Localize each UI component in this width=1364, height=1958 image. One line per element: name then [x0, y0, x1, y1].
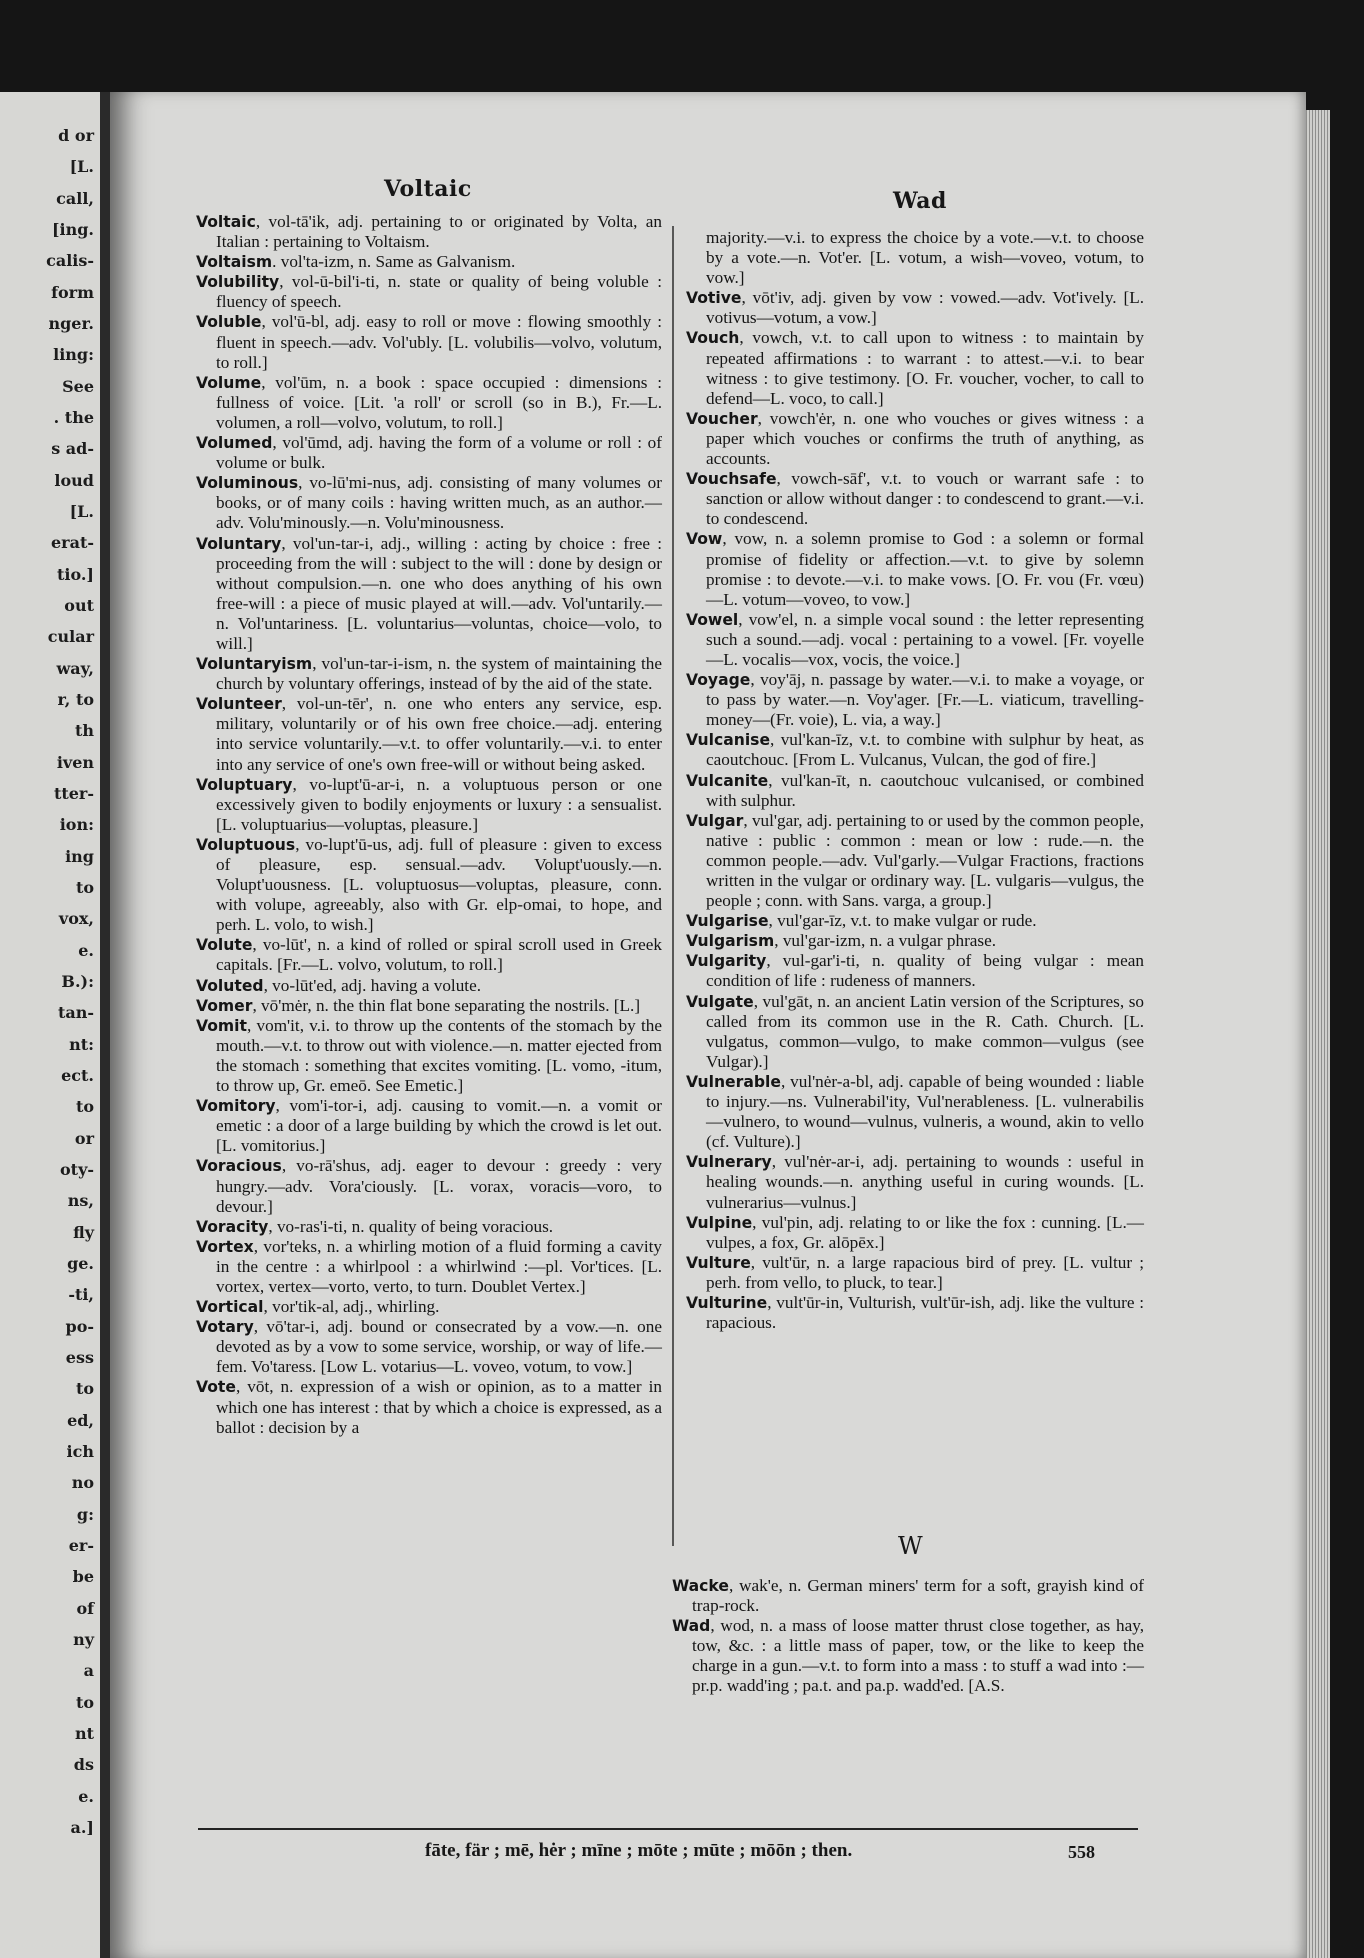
left-column [196, 212, 662, 1438]
entry-headword: Voracity [196, 1217, 269, 1236]
facing-page-fragment: . the [53, 408, 94, 427]
entry-definition: , vul-gar'i-ti, n. quality of being vulgar : mean condition of life : rudeness of manners. [706, 951, 1144, 991]
entry-definition: , vo-lūt', n. a kind of rolled or spiral scroll used in Greek capitals. [Fr.—L. volvo, volutum, to roll.] [216, 935, 662, 975]
entry-headword: Vomit [196, 1016, 247, 1035]
facing-page-fragment: [L. [69, 502, 94, 521]
facing-page-fragment: no [71, 1473, 94, 1493]
entry-definition: , vowch'ėr, n. one who vouches or gives witness : a paper which vouches or confirms the truth of anything, as accounts. [706, 408, 1144, 469]
entry-definition: , vo-rā'shus, adj. eager to devour : greedy : very hungry.—adv. Vora'ciously. [L. vorax, voracis—voro, to devour.] [216, 1156, 662, 1216]
entry-definition: , vo-lupt'ū-ar-i, n. a voluptuous person or one excessively given to bodily enjoyments or luxury : a sensualist. [L. voluptuarius—voluptas, pleasure.] [216, 774, 662, 834]
entry-headword: Volumed [196, 434, 273, 453]
dictionary-entry [686, 409, 1144, 469]
entry-headword: Wacke [672, 1577, 729, 1595]
facing-page-fragment: ess [65, 1348, 94, 1367]
entry-headword: Vouchsafe [686, 470, 777, 489]
entry-definition: , vul'gar-īz, v.t. to make vulgar or rude. [768, 911, 1037, 931]
pronunciation-key: fāte, fär ; mē, hėr ; mīne ; mōte ; mūte ; mōōn ; then. [425, 1840, 853, 1861]
page-stack-edge [1306, 110, 1330, 1958]
facing-page-fragment: erat- [50, 533, 94, 553]
entry-definition: , vo-ras'i-ti, n. quality of being voracious. [268, 1216, 554, 1236]
entry-headword: Vulnerable [686, 1072, 781, 1091]
entry-definition: , wak'e, n. German miners' term for a soft, grayish kind of trap-rock. [692, 1576, 1144, 1616]
facing-page-fragment: ling: [53, 345, 94, 365]
entry-definition: , vul'gāt, n. an ancient Latin version of the Scriptures, so called from its common use in the R. Cath. Church. [L. vulgatus, common—vulgo, to make common—vulgus (see Vulgar).] [706, 991, 1144, 1071]
entry-definition: , voy'āj, n. passage by water.—v.i. to make a voyage, or to pass by water.—n. Voy'ager. [Fr.—L. viaticum, travelling-money—(Fr. voie), L. via, a way.] [706, 670, 1144, 730]
entry-headword: Volute [196, 936, 253, 955]
entry-definition: , vom'it, v.i. to throw up the contents of the stomach by the mouth.—v.t. to throw out with violence.—n. matter ejected from the stomach : something that excites vomiting. [L. vomo, -itum, to throw up, Gr. emeō. See Emetic.] [216, 1015, 662, 1096]
dictionary-entry [196, 1156, 662, 1216]
entry-definition: , vult'ūr-in, Vulturish, vult'ūr-ish, adj. like the vulture : rapacious. [706, 1292, 1144, 1333]
facing-page-fragment: [L. [69, 157, 94, 177]
dictionary-entry [686, 469, 1144, 529]
entry-definition: , vol-ū-bil'i-ti, n. state or quality of being voluble : fluency of speech. [216, 272, 662, 312]
facing-page-fragment: ich [66, 1442, 94, 1461]
dictionary-entry [686, 610, 1144, 670]
facing-page-fragment: g: [76, 1504, 94, 1524]
dictionary-entry [196, 312, 662, 372]
entry-definition: , vor'tik-al, adj., whirling. [263, 1297, 440, 1317]
entry-definition: , vol'un-tar-i-ism, n. the system of maintaining the church by voluntary offerings, instead of by the aid of the state. [216, 654, 662, 694]
dictionary-entry [196, 654, 662, 694]
dictionary-entry [196, 775, 662, 835]
dictionary-entry [686, 228, 1144, 288]
facing-page-fragment: to [75, 1097, 94, 1117]
entry-definition: , vow'el, n. a simple vocal sound : the letter representing such a sound.—adj. vocal : pertaining to a vowel. [Fr. voyelle—L. vocalis—vox, vocis, the voice.] [706, 609, 1144, 669]
entry-headword: Vortex [196, 1237, 254, 1256]
facing-page-fragment: be [72, 1567, 94, 1587]
entry-headword: Vulgarity [686, 952, 767, 971]
dictionary-entry [686, 951, 1144, 991]
entry-definition: . vol'ta-izm, n. Same as Galvanism. [272, 252, 516, 272]
facing-page-fragment: a.] [70, 1818, 94, 1837]
facing-page-fragment: to [75, 1692, 94, 1712]
entry-definition: , vōt'iv, adj. given by vow : vowed.—adv. Vot'ively. [L. votivus—votum, a vow.] [706, 288, 1144, 328]
dictionary-entry [686, 911, 1144, 931]
facing-page-fragment: ing [65, 846, 94, 866]
dictionary-entry [196, 473, 662, 533]
entry-definition: , vult'ūr, n. a large rapacious bird of prey. [L. vultur ; perh. from vello, to pluck, to tear.] [706, 1252, 1144, 1292]
dictionary-entry [686, 670, 1144, 730]
dictionary-entry [686, 1253, 1144, 1293]
entry-headword: Voltaism [196, 253, 273, 272]
facing-page-fragment: e. [78, 940, 94, 960]
facing-page-fragment: or [74, 1128, 94, 1148]
dictionary-entry [686, 529, 1144, 609]
dictionary-entry [196, 694, 662, 774]
facing-page-fragment: -ti, [68, 1285, 94, 1305]
entry-headword: Volubility [196, 273, 280, 292]
facing-page-fragment: tter- [53, 784, 94, 803]
entry-definition: , vul'gar-izm, n. a vulgar phrase. [774, 931, 997, 951]
facing-page-fragment: er- [68, 1536, 94, 1555]
dictionary-entry [196, 996, 662, 1016]
dictionary-entry [686, 1152, 1144, 1212]
entry-definition: , vow, n. a solemn promise to God : a solemn or formal promise of fidelity or affection.—v.t. to give by solemn promise : to devote.—v.i. to make vows. [O. Fr. vou (Fr. vœu)—L. votum—voveo, to vow.] [706, 529, 1144, 609]
entry-headword: Voucher [686, 409, 758, 428]
entry-headword: Vulturine [686, 1293, 768, 1312]
dictionary-entry [196, 1096, 662, 1156]
entry-definition: , vol'un-tar-i, adj., willing : acting by choice : free : proceeding from the will : subject to the will : done by design or without compulsion.—n. one who does anything of his own free-will : a piece of music played at will.—adv. Vol'untarily.—n. Vol'untariness. [L. voluntarius—voluntas, choice—volo, to will.] [216, 533, 662, 653]
dictionary-entry [196, 534, 662, 655]
facing-page-fragment: ge. [67, 1254, 94, 1273]
entry-headword: Vowel [686, 610, 739, 629]
dictionary-entry [196, 976, 662, 996]
entry-definition: , vol'ūmd, adj. having the form of a volume or roll : of volume or bulk. [216, 433, 662, 473]
entry-headword: Voluble [196, 313, 262, 332]
dictionary-entry [196, 212, 662, 252]
dictionary-entry [686, 328, 1144, 408]
section-letter: W [898, 1532, 923, 1560]
dictionary-entry [686, 288, 1144, 328]
entry-definition: , vō'mėr, n. the thin flat bone separating the nostrils. [L.] [252, 995, 641, 1015]
facing-page-fragment: See [62, 376, 94, 396]
dictionary-entry [672, 1576, 1144, 1616]
facing-page-fragment: fly [73, 1222, 94, 1242]
entry-definition: , vul'kan-īt, n. caoutchouc vulcanised, or combined with sulphur. [706, 770, 1144, 810]
entry-headword: Voluptuous [196, 835, 296, 854]
entry-headword: Vomer [196, 996, 253, 1015]
entry-headword: Volunteer [196, 695, 282, 714]
dictionary-entry [196, 1297, 662, 1317]
facing-page-fragment: s ad- [51, 439, 94, 459]
running-head-right: Wad [893, 188, 947, 214]
entry-definition: , vowch, v.t. to call upon to witness : to maintain by repeated affirmations : to warrant : to attest.—v.i. to bear witness : to give testimony. [O. Fr. voucher, vocher, to call to defend—L. voco, to call.] [706, 328, 1144, 408]
dictionary-entry [686, 771, 1144, 811]
facing-page-fragment: r, to [57, 690, 94, 709]
dictionary-entry [196, 272, 662, 312]
entry-headword: Vulcanise [686, 731, 771, 750]
facing-page-fragment: loud [54, 470, 94, 490]
dictionary-entry [196, 1217, 662, 1237]
entry-headword: Votary [196, 1318, 254, 1337]
entry-definition: , vo-lū'mi-nus, adj. consisting of many volumes or books, or of many coils : having written much, as an author.—adv. Volu'minously.—n. Volu'minousness. [216, 473, 662, 533]
entry-definition: , vo-lūt'ed, adj. having a volute. [263, 975, 481, 995]
dictionary-entry [686, 1213, 1144, 1253]
entry-definition: , wod, n. a mass of loose matter thrust close together, as hay, tow, &c. : a little mass of paper, tow, or the like to keep the charge in a gun.—v.t. to form into a mass : to stuff a wad into :—pr.p. wadd'ing ; pa.t. and pa.p. wadd'ed. [A.S. [692, 1616, 1144, 1696]
facing-page-fragment: to [75, 878, 94, 897]
entry-definition: , vor'teks, n. a whirling motion of a fluid forming a cavity in the centre : a whirlpool : a whirlwind :—pl. Vor'tices. [L. vortex, vertex—vorto, verto, to turn. Doublet Vertex.] [216, 1236, 662, 1296]
entry-headword: Vomitory [196, 1097, 276, 1116]
facing-page-fragment: vox, [58, 909, 94, 929]
facing-page-fragment: a [83, 1661, 94, 1681]
entry-definition: , vul'gar, adj. pertaining to or used by the common people, native : public : common : mean or low : rude.—n. the common people.—adv. Vul'garly.—Vulgar Fractions, fractions written in the vulgar or ordinary way. [L. vulgaris—vulgus, the people ; conn. with Sans. varga, a group.] [706, 810, 1144, 911]
entry-headword: Votive [686, 289, 742, 308]
facing-page-fragment: calis- [46, 251, 94, 271]
entry-headword: Vulture [686, 1253, 751, 1272]
column-divider [672, 226, 674, 1546]
entry-headword: Volume [196, 373, 262, 392]
entry-headword: Voyage [686, 671, 751, 690]
facing-page-fragment: out [64, 596, 94, 615]
entry-headword: Vulgarism [686, 932, 775, 951]
facing-page-edge [0, 92, 110, 1958]
entry-headword: Voluntary [196, 534, 282, 553]
facing-page-fragment: ed, [67, 1410, 94, 1430]
facing-page-fragment: nt [74, 1724, 94, 1743]
entry-headword: Vouch [686, 329, 740, 348]
entry-definition: , vol'ūm, n. a book : space occupied : dimensions : fullness of voice. [Lit. 'a roll' or scroll (so in B.), Fr.—L. volumen, a roll—volvo, volutum, to roll.] [216, 372, 662, 432]
facing-page-fragment: form [51, 282, 94, 302]
facing-page-fragment: ect. [61, 1066, 94, 1085]
entry-headword: Voluted [196, 976, 264, 995]
entry-headword: Vulgarise [686, 912, 769, 931]
dictionary-entry [672, 1616, 1144, 1696]
entry-definition: , vom'i-tor-i, adj. causing to vomit.—n. a vomit or emetic : a door of a large building by which the crowd is let out. [L. vomitorius.] [216, 1096, 662, 1156]
facing-page-fragment: call, [56, 188, 94, 208]
dictionary-entry [196, 252, 662, 272]
entry-headword: Vulgate [686, 992, 754, 1011]
facing-page-fragment: e. [78, 1786, 94, 1806]
entry-definition: , vol-tā'ik, adj. pertaining to or originated by Volta, an Italian : pertaining to Voltaism. [216, 212, 662, 252]
facing-page-fragment: oty- [60, 1160, 94, 1179]
dictionary-entry [196, 433, 662, 473]
facing-page-fragment: d or [58, 126, 94, 145]
dictionary-entry [686, 1293, 1144, 1333]
dictionary-entry [686, 992, 1144, 1072]
entry-headword: Vulpine [686, 1213, 753, 1232]
entry-headword: Vulgar [686, 811, 744, 830]
dictionary-entry [196, 1237, 662, 1297]
facing-page-fragment: nger. [48, 314, 94, 333]
entry-headword: Voracious [196, 1157, 282, 1176]
running-head-left: Voltaic [384, 176, 472, 202]
entry-headword: Vortical [196, 1298, 264, 1317]
entry-headword: Voluminous [196, 474, 299, 493]
facing-page-fragment: ny [73, 1630, 94, 1649]
facing-page-fragment: to [75, 1379, 94, 1399]
entry-definition: , vul'nėr-a-bl, adj. capable of being wounded : liable to injury.—ns. Vulnerabil'ity, Vul'nerableness. [L. vulnerabilis—vulnero, to wound—vulnus, vulneris, a wound, akin to vello (cf. Vulture).] [706, 1071, 1144, 1152]
dictionary-entry [686, 931, 1144, 951]
entry-definition: , vol-un-tēr', n. one who enters any service, esp. military, voluntarily or of his own free choice.—adj. entering into service voluntarily.—v.t. to offer voluntarily.—v.i. to enter into any service of one's own free-will or without being asked. [216, 694, 662, 774]
entry-headword: Vulnerary [686, 1153, 772, 1172]
entry-headword: Vulcanite [686, 771, 769, 790]
w-entries [672, 1576, 1144, 1697]
entry-definition: , vul'kan-īz, v.t. to combine with sulphur by heat, as caoutchouc. [From L. Vulcanus, Vulcan, the god of fire.] [706, 730, 1144, 770]
entry-definition: , vowch-sāf', v.t. to vouch or warrant safe : to sanction or allow without danger : to condescend to grant.—v.i. to condescend. [706, 469, 1144, 529]
facing-page-fragment: iven [56, 752, 94, 772]
entry-definition: majority.—v.i. to express the choice by a vote.—v.t. to choose by a vote.—n. Vot'er. [L. votum, a wish—voveo, votum, to vow.] [706, 228, 1144, 288]
facing-page-fragment: of [76, 1598, 94, 1618]
entry-definition: , vul'pin, adj. relating to or like the fox : cunning. [L.—vulpes, a fox, Gr. alōpēx.] [706, 1212, 1144, 1252]
dictionary-entry [196, 835, 662, 935]
facing-page-fragment: [ing. [51, 220, 94, 239]
facing-page-fragment: tio.] [57, 564, 94, 584]
facing-page-fragment: nt: [69, 1034, 94, 1054]
entry-headword: Wad [672, 1617, 711, 1636]
dictionary-entry [686, 1072, 1144, 1152]
footer-rule [198, 1828, 1138, 1830]
facing-page-fragment: th [74, 721, 94, 741]
entry-definition: , vo-lupt'ū-us, adj. full of pleasure : given to excess of pleasure, esp. sensual.—adv. Volupt'uously.—n. Volupt'uousness. [L. voluptuosus—voluptas, pleasure, conn. with volupe, agreeably, also with Gr. elp-omai, to hope, and perh. L. volo, to wish.] [216, 834, 662, 935]
facing-page-fragment: B.): [61, 972, 94, 991]
entry-headword: Voluptuary [196, 775, 293, 794]
right-column [686, 228, 1144, 1333]
dictionary-entry [196, 1377, 662, 1437]
page-number: 558 [1068, 1842, 1095, 1862]
facing-page-fragment: ion: [59, 815, 94, 835]
facing-page-fragment: ns, [67, 1191, 94, 1211]
dictionary-entry [686, 730, 1144, 770]
entry-headword: Vote [196, 1378, 236, 1397]
entry-definition: , vō'tar-i, adj. bound or consecrated by a vow.—n. one devoted as by a vow to some service, worship, or way of life.—fem. Vo'taress. [Low L. votarius—L. voveo, votum, to vow.] [216, 1317, 662, 1377]
dictionary-entry [196, 935, 662, 975]
dictionary-entry [686, 811, 1144, 911]
facing-page-fragment: po- [65, 1316, 94, 1336]
entry-headword: Voltaic [196, 213, 256, 231]
dictionary-entry [196, 1317, 662, 1377]
entry-headword: Voluntaryism [196, 655, 313, 674]
dictionary-entry [196, 373, 662, 433]
facing-page-fragment: ds [73, 1755, 94, 1775]
facing-page-fragment: cular [47, 627, 94, 647]
entry-definition: , vul'nėr-ar-i, adj. pertaining to wounds : useful in healing wounds.—n. anything useful in curing wounds. [L. vulnerarius—vulnus.] [706, 1152, 1144, 1212]
entry-headword: Vow [686, 530, 723, 549]
entry-definition: , vol'ū-bl, adj. easy to roll or move : flowing smoothly : fluent in speech.—adv. Vol'ubly. [L. volubilis—volvo, volutum, to roll.] [216, 312, 662, 372]
entry-definition: , vōt, n. expression of a wish or opinion, as to a matter in which one has interest : that by which a choice is expressed, as a ballot : decision by a [216, 1377, 662, 1437]
dictionary-entry [196, 1016, 662, 1096]
facing-page-fragment: tan- [57, 1003, 94, 1023]
facing-page-fragment: way, [56, 658, 94, 678]
